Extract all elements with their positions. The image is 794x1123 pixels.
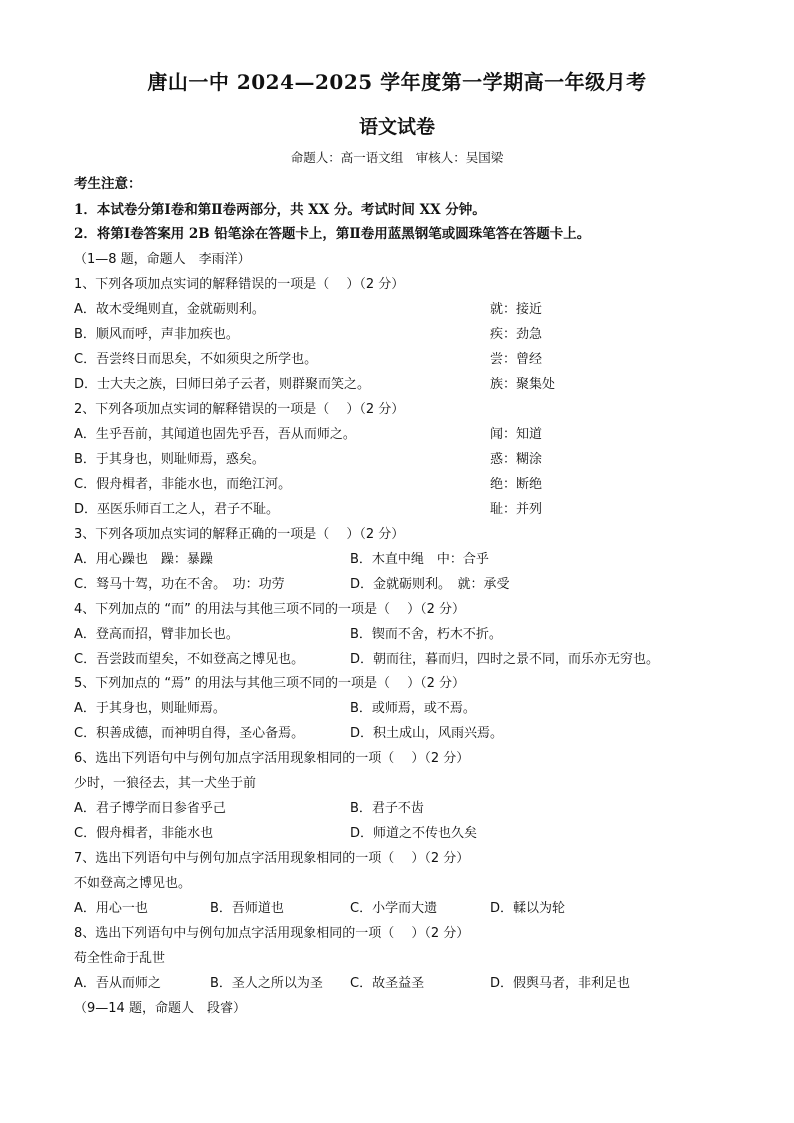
q7-option-d: D．輮以为轮	[490, 901, 566, 916]
q5-option-b: B．或师焉，或不焉。	[350, 701, 476, 716]
q1-gloss-c: 尝：曾经	[490, 352, 543, 367]
q4-option-d: D．朝而往，暮而归，四时之景不同，而乐亦无穷也。	[350, 652, 660, 667]
q8-example: 苟全性命于乱世	[74, 951, 166, 966]
q2-gloss-d: 耻：并列	[490, 502, 543, 517]
q1-option-b: B．顺风而呼，声非加疾也。	[74, 327, 239, 342]
q2-option-a: A．生乎吾前，其闻道也固先乎吾，吾从而师之。	[74, 427, 356, 442]
q6-option-d: D．师道之不传也久矣	[350, 826, 478, 841]
q1-gloss-b: 疾：劲急	[490, 327, 543, 342]
q6-example: 少时，一狼径去，其一犬坐于前	[74, 776, 257, 791]
exam-title: 唐山一中 2024—2025 学年度第一学期高一年级月考	[147, 70, 647, 94]
q5-stem: 5、下列加点的 “焉” 的用法与其他三项不同的一项是（ ）（2 分）	[74, 676, 466, 691]
q7-example: 不如登高之博见也。	[74, 876, 192, 891]
q5-option-a: A．于其身也，则耻师焉。	[74, 701, 226, 716]
q7-stem: 7、选出下列语句中与例句加点字活用现象相同的一项（ ）（2 分）	[74, 851, 470, 866]
q1-gloss-a: 就：接近	[490, 302, 543, 317]
q1-gloss-d: 族：聚集处	[490, 377, 556, 392]
q4-option-c: C．吾尝跂而望矣，不如登高之博见也。	[74, 652, 305, 667]
q3-option-b: B．木直中绳 中：合乎	[350, 552, 489, 567]
q8-option-c: C．故圣益圣	[350, 976, 425, 991]
q8-option-d: D．假舆马者，非利足也	[490, 976, 631, 991]
q3-option-d: D．金就砺则利。 就：承受	[350, 577, 510, 592]
q7-option-c: C．小学而大遗	[350, 901, 438, 916]
q6-stem: 6、选出下列语句中与例句加点字活用现象相同的一项（ ）（2 分）	[74, 751, 470, 766]
q2-option-d: D．巫医乐师百工之人，君子不耻。	[74, 502, 280, 517]
q1-option-c: C．吾尝终日而思矣，不如须臾之所学也。	[74, 352, 318, 367]
q3-option-a: A．用心躁也 躁：暴躁	[74, 552, 213, 567]
q2-option-c: C．假舟楫者，非能水也，而绝江河。	[74, 477, 292, 492]
exam-authors: 命题人：高一语文组 审核人：吴国梁	[290, 150, 504, 165]
q8-option-a: A．吾从而师之	[74, 976, 161, 991]
q1-stem: 1、下列各项加点实词的解释错误的一项是（ ）（2 分）	[74, 277, 405, 292]
q4-option-b: B．锲而不舍，朽木不折。	[350, 627, 502, 642]
q2-gloss-c: 绝：断绝	[490, 477, 543, 492]
q1-option-d: D．士大夫之族，曰师曰弟子云者，则群聚而笑之。	[74, 377, 371, 392]
section-note: （1—8 题，命题人 李雨洋）	[74, 252, 251, 267]
q5-option-c: C．积善成德，而神明自得，圣心备焉。	[74, 726, 305, 741]
q2-stem: 2、下列各项加点实词的解释错误的一项是（ ）（2 分）	[74, 402, 405, 417]
q3-stem: 3、下列各项加点实词的解释正确的一项是（ ）（2 分）	[74, 527, 405, 542]
q3-option-c: C．驽马十驾，功在不舍。 功：功劳	[74, 577, 285, 592]
q2-option-b: B．于其身也，则耻师焉，惑矣。	[74, 452, 265, 467]
q7-option-b: B．吾师道也	[210, 901, 284, 916]
q6-option-a: A．君子博学而日参省乎己	[74, 801, 226, 816]
notice-rule-1: 1．本试卷分第Ⅰ卷和第Ⅱ卷两部分，共 XX 分。考试时间 XX 分钟。	[74, 202, 486, 218]
q4-option-a: A．登高而招，臂非加长也。	[74, 627, 239, 642]
q8-stem: 8、选出下列语句中与例句加点字活用现象相同的一项（ ）（2 分）	[74, 926, 470, 941]
q7-option-a: A．用心一也	[74, 901, 148, 916]
q5-option-d: D．积土成山，风雨兴焉。	[350, 726, 504, 741]
notice-heading: 考生注意：	[74, 176, 142, 192]
q6-option-c: C．假舟楫者，非能水也	[74, 826, 214, 841]
q1-option-a: A．故木受绳则直，金就砺则利。	[74, 302, 265, 317]
q8-option-b: B．圣人之所以为圣	[210, 976, 323, 991]
exam-subtitle: 语文试卷	[358, 116, 435, 138]
q2-gloss-a: 闻：知道	[490, 427, 543, 442]
section-note: （9—14 题，命题人 段睿）	[74, 1001, 246, 1016]
notice-rule-2: 2．将第Ⅰ卷答案用 2B 铅笔涂在答题卡上，第Ⅱ卷用蓝黑钢笔或圆珠笔答在答题卡上。	[74, 226, 591, 242]
q6-option-b: B．君子不齿	[350, 801, 424, 816]
q2-gloss-b: 惑：糊涂	[490, 452, 543, 467]
q4-stem: 4、下列加点的 “而” 的用法与其他三项不同的一项是（ ）（2 分）	[74, 602, 466, 617]
